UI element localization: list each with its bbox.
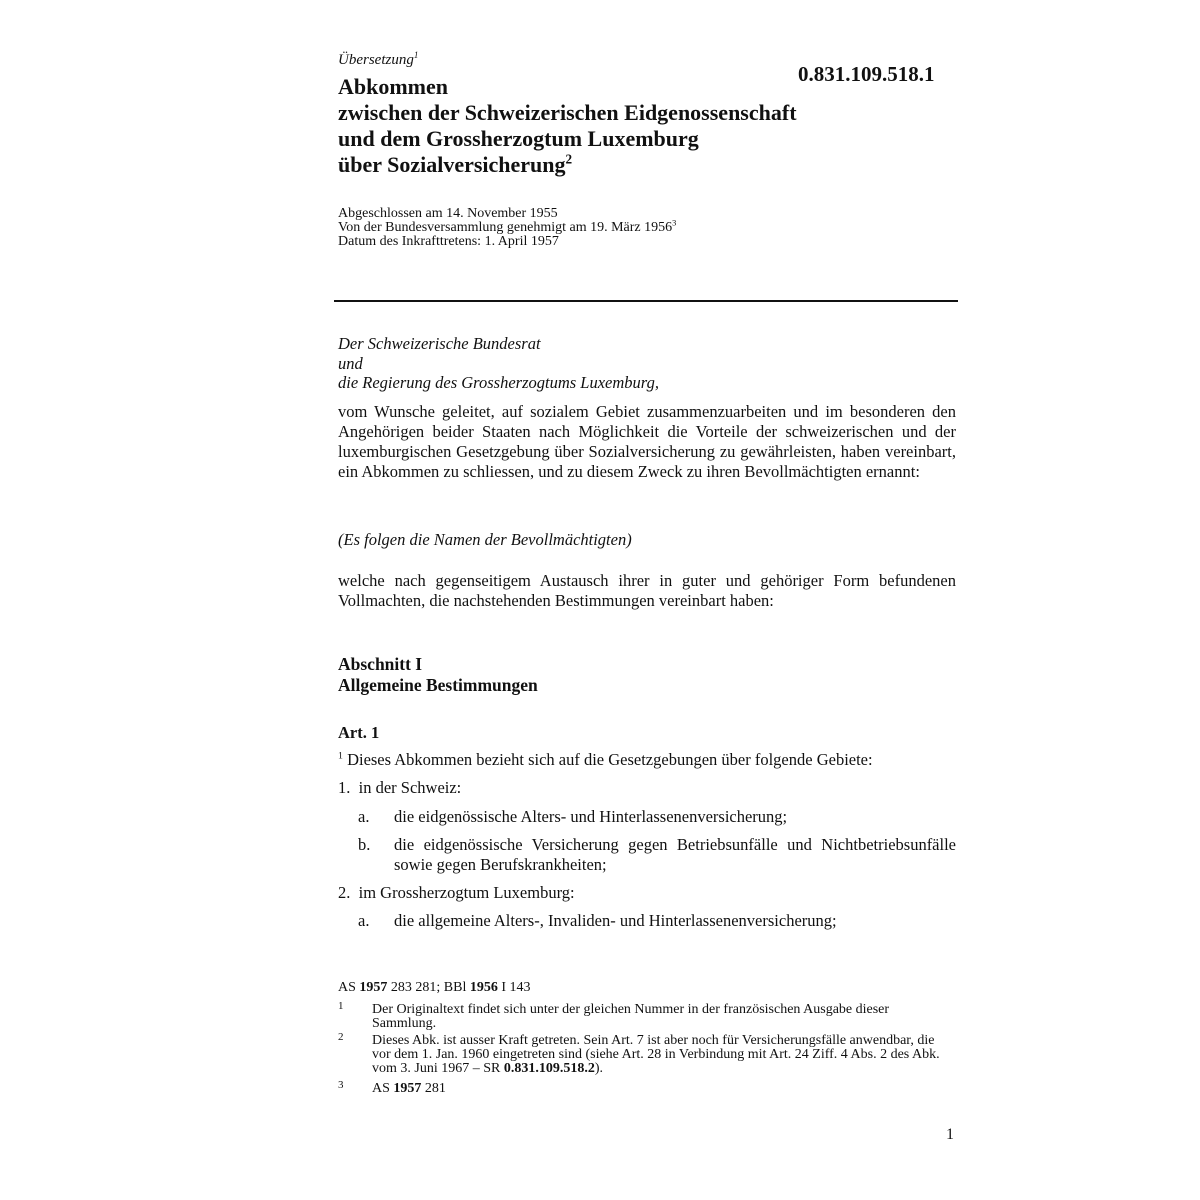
paragraph-number: 1 xyxy=(338,750,343,762)
party-line: die Regierung des Grossherzogtums Luxemburg, xyxy=(338,373,659,392)
footnote-ref[interactable]: 2 xyxy=(565,151,573,167)
list-item xyxy=(338,778,461,798)
footnote-text: Der Originaltext findet sich unter der gleichen Nummer in der französischen Ausgabe dieser Sammlung. xyxy=(372,1002,890,1031)
document-title xyxy=(338,74,797,178)
subitem-text: die eidgenössische Alters- und Hinterlassenenversicherung; xyxy=(394,807,788,826)
concluded-date: Abgeschlossen am 14. November 1955 xyxy=(338,206,558,221)
list-item-text: im Grossherzogtum Luxemburg: xyxy=(358,883,575,902)
title-line: über Sozialversicherung$^2$ xyxy=(338,151,573,177)
footnote-number: 3 xyxy=(338,1079,344,1091)
parties xyxy=(338,334,659,393)
section-heading xyxy=(338,654,538,696)
title-line: und dem Grossherzogtum Luxemburg xyxy=(338,126,699,151)
preamble-closing: welche nach gegenseitigem Austausch ihrer in guter und gehöriger Form befundenen Vollmachten, die nachstehenden Bestimmungen vereinbart haben: xyxy=(338,571,956,610)
footnote-text: AS 1957 281 xyxy=(372,1081,446,1096)
approved-date: Von der Bundesversammlung genehmigt am 19. März 1956$^3$ xyxy=(338,218,677,235)
page-number: 1 xyxy=(946,1126,954,1143)
footnote-ref[interactable]: 1 xyxy=(413,50,419,60)
article-paragraph: $^1$ Dieses Abkommen bezieht sich auf die Gesetzgebungen über folgende Gebiete: xyxy=(338,750,873,769)
subitem-letter: a. xyxy=(358,807,370,826)
article-title: Art. 1 xyxy=(338,723,380,742)
list-item-number: 2. xyxy=(338,883,351,902)
subitem-text: die eidgenössische Versicherung gegen Betriebsunfälle und Nichtbetriebsunfälle sowie gegen Berufskrankheiten; xyxy=(394,835,956,874)
plenipotentiaries-note: (Es folgen die Namen der Bevollmächtigten) xyxy=(338,530,632,549)
footnote-text: Dieses Abk. ist ausser Kraft getreten. Sein Art. 7 ist aber noch für Versicherungsfälle anwendbar, die vor dem 1. Jan. 1960 eingetreten sind (siehe Art. 28 in Verbindung mit Art. 24 Ziff. 4 Abs. 2 des Abk. vom 3. Juni 1967 – SR 0.831.109.518.2). xyxy=(372,1033,940,1076)
in-force-date: Datum des Inkrafttretens: 1. April 1957 xyxy=(338,234,559,249)
sr-number: 0.831.109.518.1 xyxy=(798,62,935,86)
divider xyxy=(334,300,958,302)
party-line: und xyxy=(338,353,363,373)
footnote-ref[interactable]: 3 xyxy=(672,218,677,228)
preamble-text: vom Wunsche geleitet, auf sozialem Gebiet zusammenzuarbeiten und im besonderen den Angehörigen beider Staaten nach Möglichkeit die Vorteile der schweizerischen und der luxemburgischen Gesetzgebung über Sozialversicherung zu gewährleisten, haben vereinbart, ein Abkommen zu schliessen, und zu diesem Zweck zu ihren Bevollmächtigten ernannt: xyxy=(338,402,956,481)
list-item-number: 1. xyxy=(338,778,351,797)
subitem-text: die allgemeine Alters-, Invaliden- und Hinterlassenenversicherung; xyxy=(394,911,837,930)
title-line: zwischen der Schweizerischen Eidgenossenschaft xyxy=(338,100,797,125)
translation-label: Übersetzung$^1$ xyxy=(338,50,419,68)
party-line: Der Schweizerische Bundesrat xyxy=(338,334,541,353)
footnote-number: 1 xyxy=(338,1000,344,1012)
source-citation: AS 1957 283 281; BBl 1956 I 143 xyxy=(338,980,531,995)
subitem-letter: b. xyxy=(358,835,371,854)
subitem-letter: a. xyxy=(358,911,370,930)
list-item xyxy=(338,883,575,903)
list-item-text: in der Schweiz: xyxy=(358,778,462,797)
section-title: Allgemeine Bestimmungen xyxy=(338,675,538,695)
sr-reference-link[interactable]: 0.831.109.518.2 xyxy=(503,1061,595,1076)
footnote-number: 2 xyxy=(338,1031,344,1043)
document-metadata xyxy=(338,207,676,249)
title-line: Abkommen xyxy=(338,74,449,99)
section-number: Abschnitt I xyxy=(338,654,423,674)
